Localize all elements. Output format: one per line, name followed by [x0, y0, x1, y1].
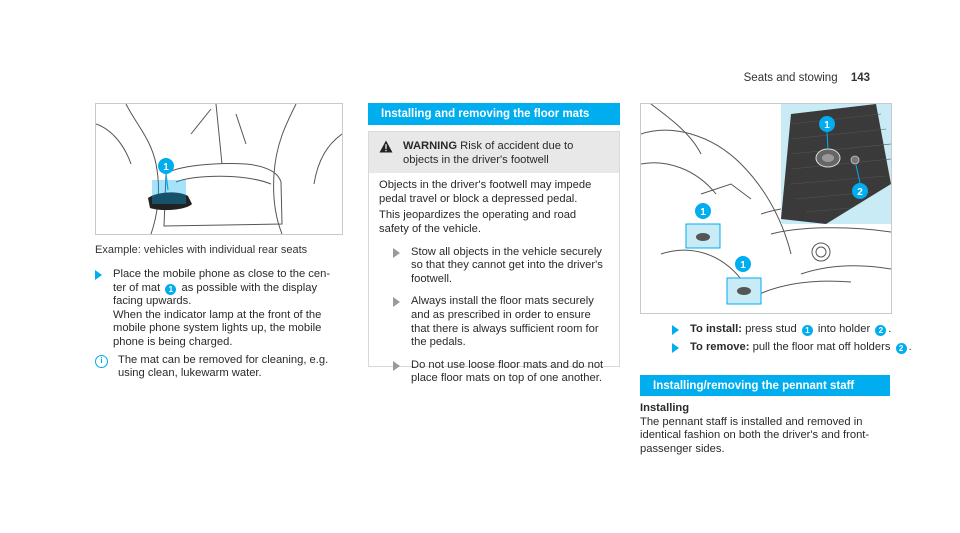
step-arrow-icon: [393, 297, 400, 307]
floor-mat-figure: [640, 103, 892, 314]
page-number: 143: [850, 72, 870, 84]
callout-badge: 1: [802, 325, 813, 336]
warning-triangle-icon: [379, 140, 393, 153]
warning-label: WARNING: [403, 140, 458, 152]
step-text: Place the mobile phone as close to the cen- ter of mat 1 as possible with the display facing upwards. When the indicator lamp at the front of the mobile phone system lights up, the mobile phone is being charged.: [113, 268, 331, 348]
svg-text:1: 1: [740, 260, 746, 271]
page-header: [744, 72, 870, 84]
svg-text:1: 1: [824, 120, 830, 131]
warning-step: Do not use loose floor mats and do not place floor mats on top of one another.: [379, 359, 609, 386]
callout-badge: 2: [896, 343, 907, 354]
charging-step: [95, 268, 345, 381]
figure-caption: Example: vehicles with individual rear seats: [95, 244, 308, 256]
instruction-step: [95, 268, 345, 350]
sub-heading: Installing: [640, 402, 690, 414]
section-name: Seats and stowing: [743, 72, 838, 84]
pennant-staff-text: Installing The pennant staff is installed and removed in identical fashion on both the driver's and front- passenger sides.: [640, 402, 900, 456]
callout-badge: 1: [165, 284, 176, 295]
warning-step: Always install the floor mats securely and as prescribed in order to ensure that there is always sufficient room for the pedals.: [379, 295, 609, 349]
install-step: To install: press stud 1 into holder 2 .: [672, 323, 932, 337]
detail-inset: [781, 104, 891, 224]
svg-text:1: 1: [163, 162, 169, 173]
warning-box: [368, 131, 620, 385]
remove-step: To remove: pull the floor mat off holders 2 .: [672, 341, 942, 355]
footwell-illustration: [641, 104, 891, 313]
callout-badge: 2: [875, 325, 886, 336]
warning-header: WARNING Risk of accident due to objects in the driver's footwell: [369, 132, 619, 173]
svg-text:1: 1: [700, 207, 706, 218]
svg-text:2: 2: [857, 187, 863, 198]
step-arrow-icon: [393, 248, 400, 258]
wireless-charging-mat-figure: [95, 103, 343, 235]
section-title-pennant-staff: Installing/removing the pennant staff: [640, 375, 890, 396]
section-title-floor-mats: Installing and removing the floor mats: [368, 103, 620, 125]
step-arrow-icon: [95, 270, 102, 280]
step-arrow-icon: [393, 361, 400, 371]
warning-body: Objects in the driver's footwell may impede pedal travel or block a depressed pedal. This jeopardizes the operating and road safety of the vehicle. Stow all objects in the vehicle securely so that they cannot get into the driver's footwell. Always install the floor mats securely and as prescribed in order to ensure that there is always sufficient room for the pedals. Do not use loose floor mats and do not place floor mats on top of one another.: [369, 173, 619, 396]
info-note: [95, 354, 345, 381]
step-arrow-icon: [672, 343, 679, 353]
info-text: The mat can be removed for cleaning, e.g. using clean, lukewarm water.: [118, 353, 329, 380]
step-arrow-icon: [672, 325, 679, 335]
warning-step: Stow all objects in the vehicle securely so that they cannot get into the driver's footwell.: [379, 246, 609, 287]
info-icon: i: [95, 355, 108, 368]
center-console-illustration: [96, 104, 342, 234]
